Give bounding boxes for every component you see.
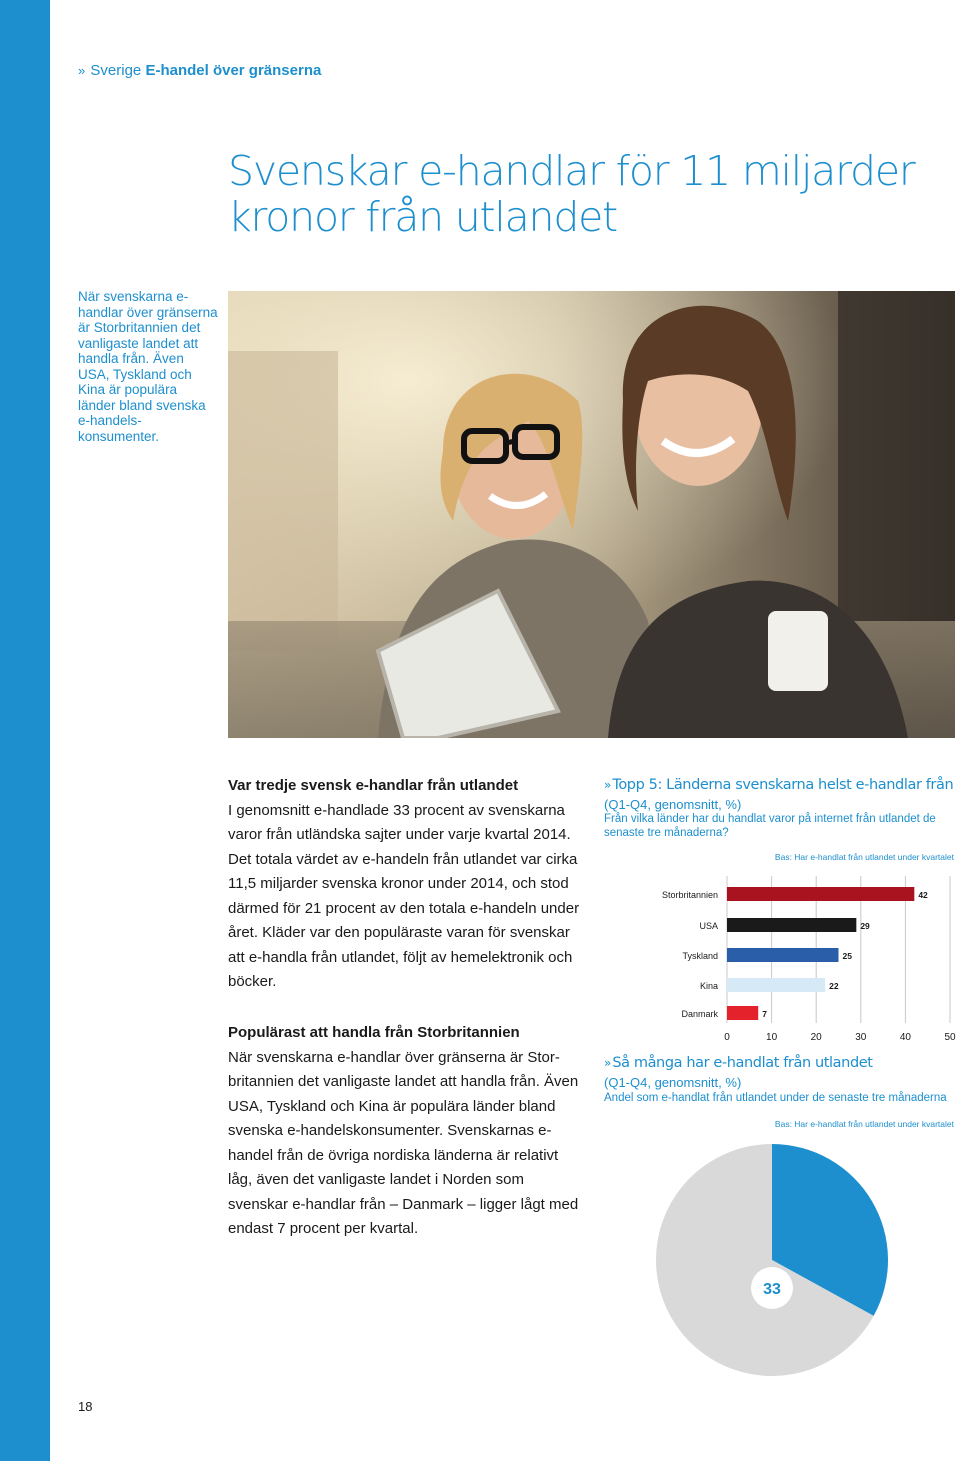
left-accent-bar bbox=[0, 0, 50, 1461]
hero-photo-illustration bbox=[228, 291, 955, 738]
category-label-1: USA bbox=[699, 921, 718, 931]
page-title-line2: kronor från utlandet bbox=[228, 193, 618, 241]
pie-value-label: 33 bbox=[763, 1281, 781, 1298]
bar-value-label-3: 22 bbox=[829, 981, 839, 991]
breadcrumb-country: Sverige bbox=[90, 62, 142, 79]
page-title bbox=[228, 148, 928, 240]
bar-value-label-0: 42 bbox=[918, 890, 928, 900]
article-block-1-text: I genomsnitt e-handlade 33 procent av svenskarna varor från utländska sajter under varje kvartal 2014. Det totala värdet av e-handeln från utlandet var cirka 11,5 miljarder svenska kronor under 2014, och stod därmed för 21 procent av den totala e-handeln under året. Kläder var den populäraste varan för svenskar att e-handla från utlandet, följt av hemelektronik och böcker. bbox=[228, 801, 580, 990]
breadcrumb-section: E-handel över gränserna bbox=[145, 62, 322, 79]
x-tick-label-0: 0 bbox=[724, 1032, 730, 1043]
category-label-3: Kina bbox=[699, 981, 718, 991]
bar-3 bbox=[727, 978, 825, 992]
bar-4 bbox=[727, 1006, 758, 1020]
bar-1 bbox=[727, 918, 856, 932]
chart2-base-note: Bas: Har e-handlat från utlandet under kvartalet bbox=[774, 1119, 954, 1129]
article-block-2-heading: Populärast att handla från Storbritannien bbox=[228, 1024, 520, 1041]
chart1-title-text: Topp 5: Länderna svenskarna helst e-handlar från bbox=[612, 777, 954, 793]
bar-0 bbox=[727, 887, 914, 901]
chart2-title-arrow: » bbox=[604, 1056, 609, 1070]
category-label-0: Storbritannien bbox=[661, 890, 718, 900]
article-block-1-heading: Var tredje svensk e-handlar från utlandet bbox=[228, 777, 519, 794]
bar-chart bbox=[0, 868, 960, 1048]
breadcrumb bbox=[78, 62, 321, 79]
article-block-2 bbox=[228, 1021, 580, 1242]
chart2-subtitle: (Q1-Q4, genomsnitt, %) bbox=[604, 1075, 742, 1090]
page-title-line1: Svenskar e-handlar för 11 miljarder bbox=[228, 147, 915, 195]
breadcrumb-arrow: » bbox=[78, 63, 83, 78]
chart2-question: Andel som e-handlat från utlandet under de senaste tre månaderna bbox=[604, 1092, 947, 1104]
chart1-base-note: Bas: Har e-handlat från utlandet under kvartalet bbox=[774, 852, 954, 862]
bar-value-label-4: 7 bbox=[762, 1009, 767, 1019]
chart1-title-arrow: » bbox=[604, 778, 609, 792]
x-tick-label-3: 30 bbox=[855, 1032, 867, 1043]
x-tick-label-4: 40 bbox=[899, 1032, 911, 1043]
x-tick-label-2: 20 bbox=[810, 1032, 822, 1043]
pie-chart bbox=[642, 1130, 902, 1390]
intro-text: När svenskarna e-handlar över gränserna är Storbritannien det vanligaste landet att handla från. Även USA, Tyskland och Kina är populära länder bland svenska e-handelskonsumenter. bbox=[78, 289, 218, 444]
page-number: 18 bbox=[78, 1399, 93, 1414]
bar-value-label-1: 29 bbox=[860, 921, 870, 931]
x-tick-label-1: 10 bbox=[766, 1032, 778, 1043]
chart1-subtitle: (Q1-Q4, genomsnitt, %) bbox=[604, 797, 742, 812]
category-label-2: Tyskland bbox=[682, 951, 718, 961]
chart2-title bbox=[604, 1054, 956, 1072]
x-tick-label-5: 50 bbox=[944, 1032, 956, 1043]
chart2-title-text: Så många har e-handlat från utlandet bbox=[612, 1055, 873, 1071]
bar-2 bbox=[727, 948, 839, 962]
article-block-2-text: När svenskarna e-handlar över gränserna är Storbritannien det vanligaste landet att handla från. Även USA, Tyskland och Kina är populära länder bland svenska e-handelskonsumenter. Svenskarnas e-handel från de övriga nordiska länderna är relativt låg, även det vanligaste landet i Norden som svenskar e-handlar från – Danmark – ligger lågt med endast 7 procent per kvartal. bbox=[228, 1048, 579, 1237]
bar-value-label-2: 25 bbox=[842, 951, 852, 961]
hero-photo bbox=[228, 291, 955, 738]
chart1-title bbox=[604, 776, 956, 794]
category-label-4: Danmark bbox=[681, 1009, 718, 1019]
chart1-question: Från vilka länder har du handlat varor på internet från utlandet de senaste tre månaderna? bbox=[604, 813, 936, 839]
